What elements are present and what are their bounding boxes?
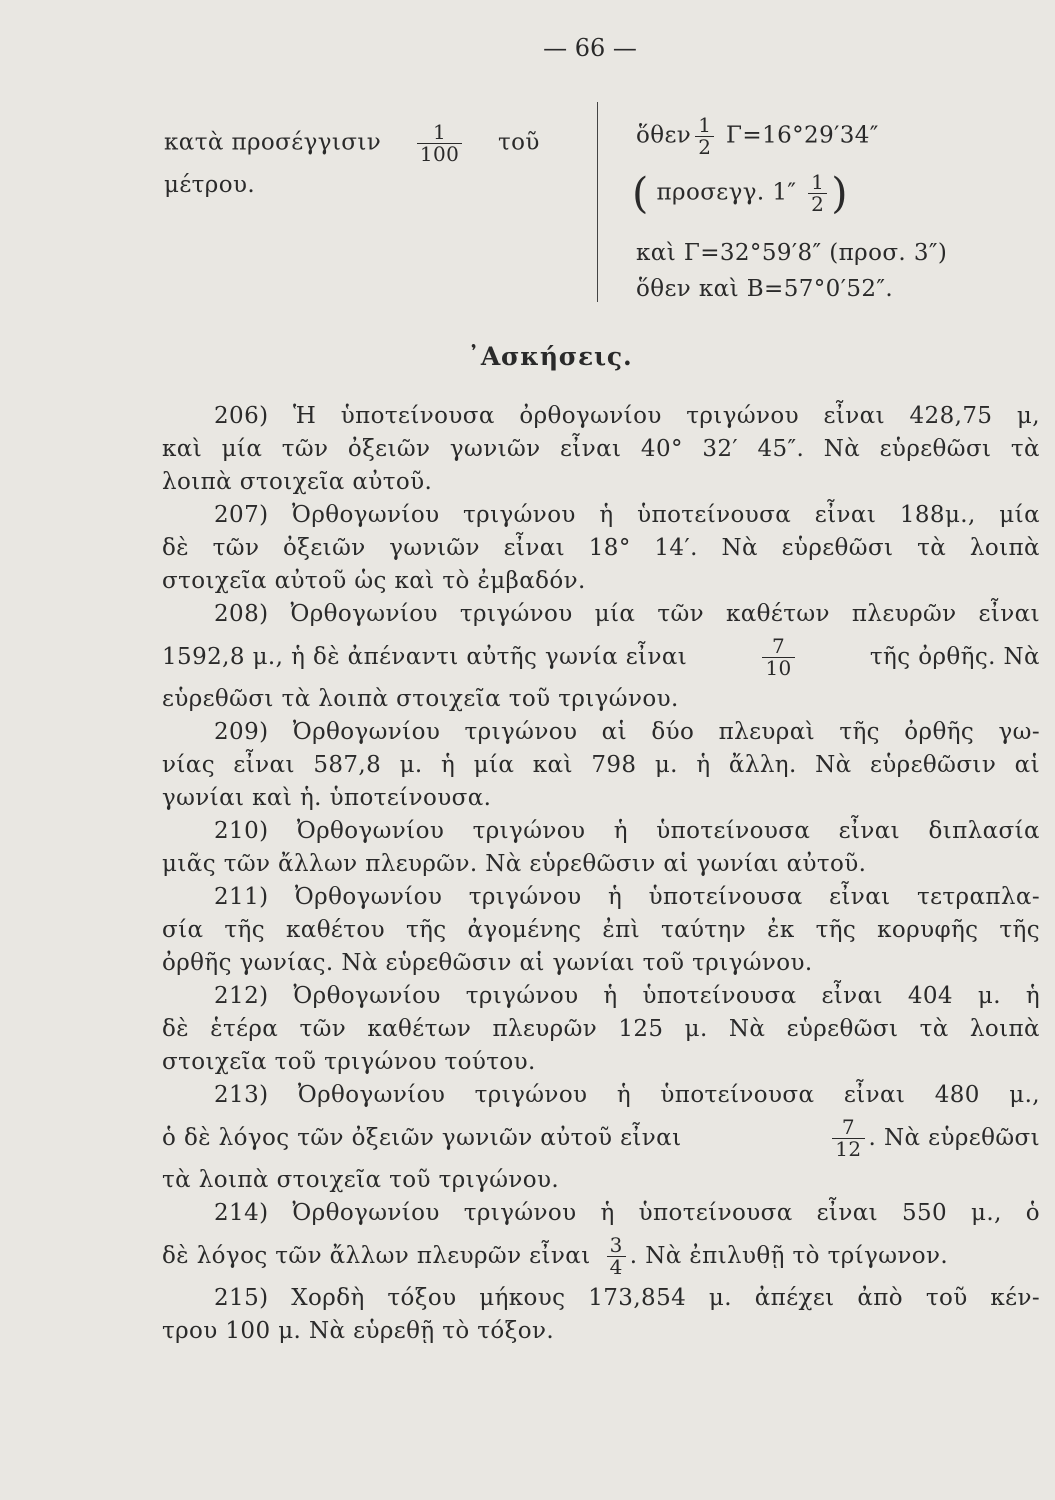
- fraction-denominator: 10: [762, 657, 794, 679]
- text-line: εὑρεθῶσι τὰ λοιπὰ στοιχεῖα τοῦ τριγώνου.: [162, 686, 679, 712]
- fraction-numerator: 1: [433, 120, 447, 144]
- text-line: στοιχεῖα τοῦ τριγώνου τούτου.: [162, 1049, 536, 1075]
- text-line: δὲ τῶν ὀξειῶν γωνιῶν εἶναι 18° 14′. Νὰ εὑρεθῶσι τὰ λοιπὰ: [162, 535, 1040, 561]
- top-right-r1-before: ὅθεν: [636, 122, 692, 149]
- exercise-206: [162, 400, 1040, 499]
- text-line: 207) Ὀρθογωνίου τριγώνου ἡ ὑποτείνουσα εἶναι 188μ., μία: [214, 502, 1040, 528]
- text-line: λοιπὰ στοιχεῖα αὐτοῦ.: [162, 469, 433, 495]
- text-line: νίας εἶναι 587,8 μ. ἡ μία καὶ 798 μ. ἡ ἄλλη. Νὰ εὑρεθῶσιν αἱ: [162, 752, 1040, 778]
- text-line-with-fraction: [162, 1230, 1040, 1282]
- text-segment: . Νὰ εὑρεθῶσι: [868, 1124, 1040, 1151]
- top-left-text-after: τοῦ: [498, 129, 540, 156]
- text-line: δὲ ἑτέρα τῶν καθέτων πλευρῶν 125 μ. Νὰ εὑρεθῶσι τὰ λοιπὰ: [162, 1016, 1040, 1042]
- top-left-line-2: μέτρου.: [164, 172, 256, 198]
- exercise-212: [162, 980, 1040, 1079]
- top-left-line-1: [164, 122, 540, 165]
- fraction-1-2-b: [808, 172, 827, 215]
- top-right-r1-after: Γ=16°29′34″: [726, 122, 879, 149]
- left-paren: (: [632, 168, 649, 218]
- text-line: καὶ μία τῶν ὀξειῶν γωνιῶν εἶναι 40° 32′ 45″. Νὰ εὑρεθῶσι τὰ: [162, 436, 1040, 462]
- text-line: 208) Ὀρθογωνίου τριγώνου μία τῶν καθέτων πλευρῶν εἶναι: [214, 601, 1040, 627]
- right-paren: ): [831, 168, 848, 218]
- text-line: 210) Ὀρθογωνίου τριγώνου ἡ ὑποτείνουσα εἶναι διπλασία: [214, 818, 1040, 844]
- text-line: 212) Ὀρθογωνίου τριγώνου ἡ ὑποτείνουσα εἶναι 404 μ. ἡ: [214, 983, 1040, 1009]
- top-left-text-before: κατὰ προσέγγισιν: [164, 129, 382, 156]
- exercise-208: [162, 598, 1040, 716]
- fraction-denominator: 12: [832, 1138, 864, 1160]
- text-segment: τῆς ὀρθῆς. Νὰ: [869, 643, 1040, 670]
- fraction-group: [828, 1114, 1040, 1161]
- text-line: 206) Ἡ ὑποτείνουσα ὀρθογωνίου τριγώνου εἶναι 428,75 μ,: [214, 403, 1040, 429]
- text-line-with-fraction: [162, 1112, 1040, 1164]
- text-line: 215) Χορδὴ τόξου μήκους 173,854 μ. ἀπέχει ἀπὸ τοῦ κέν-: [214, 1285, 1040, 1311]
- fraction-3-4: [607, 1232, 626, 1279]
- text-line: 213) Ὀρθογωνίου τριγώνου ἡ ὑποτείνουσα εἶναι 480 μ.,: [214, 1082, 1040, 1108]
- text-line-with-fraction: [162, 631, 1040, 683]
- exercise-215: [162, 1282, 1040, 1348]
- text-line: 211) Ὀρθογωνίου τριγώνου ἡ ὑποτείνουσα εἶναι τετραπλα-: [214, 884, 1040, 910]
- text-segment: ὁ δὲ λόγος τῶν ὀξειῶν γωνιῶν αὐτοῦ εἶναι: [162, 1124, 682, 1151]
- text-line: γωνίαι καὶ ἡ. ὑποτείνουσα.: [162, 785, 492, 811]
- text-line: μιᾶς τῶν ἄλλων πλευρῶν. Νὰ εὑρεθῶσιν αἱ γωνίαι αὐτοῦ.: [162, 851, 867, 877]
- exercise-213: [162, 1079, 1040, 1197]
- text-line: σία τῆς καθέτου τῆς ἀγομένης ἐπὶ ταύτην ἐκ τῆς κορυφῆς τῆς: [162, 917, 1040, 943]
- exercise-209: [162, 716, 1040, 815]
- text-segment: δὲ λόγος τῶν ἄλλων πλευρῶν εἶναι: [162, 1242, 591, 1269]
- fraction-numerator: 7: [841, 1114, 855, 1139]
- top-right-line-1: [636, 115, 879, 158]
- fraction-numerator: 1: [698, 113, 712, 137]
- exercise-210: [162, 815, 1040, 881]
- fraction-1-100: [417, 122, 462, 165]
- fraction-7-10: [762, 633, 794, 680]
- top-right-line-2: [632, 168, 848, 218]
- text-line: τὰ λοιπὰ στοιχεῖα τοῦ τριγώνου.: [162, 1167, 560, 1193]
- exercise-list: [162, 400, 1040, 1348]
- column-divider: [597, 102, 598, 302]
- fraction-denominator: 2: [808, 193, 827, 215]
- text-line: 214) Ὀρθογωνίου τριγώνου ἡ ὑποτείνουσα εἶναι 550 μ., ὁ: [214, 1200, 1040, 1226]
- exercise-214: [162, 1197, 1040, 1282]
- text-segment: . Νὰ ἐπιλυθῇ τὸ τρίγωνον.: [629, 1242, 949, 1269]
- top-right-r2-before: προσεγγ. 1″: [656, 179, 797, 206]
- section-heading: ᾿Ασκήσεις.: [467, 342, 633, 371]
- exercise-211: [162, 881, 1040, 980]
- page-number: — 66 —: [543, 34, 637, 62]
- top-right-line-3: καὶ Γ=32°59′8″ (προσ. 3″): [636, 240, 948, 266]
- fraction-denominator: 100: [417, 143, 462, 165]
- text-line: ὀρθῆς γωνίας. Νὰ εὑρεθῶσιν αἱ γωνίαι τοῦ τριγώνου.: [162, 950, 813, 976]
- text-line: τρου 100 μ. Νὰ εὑρεθῇ τὸ τόξον.: [162, 1318, 555, 1344]
- fraction-1-2: [695, 115, 714, 158]
- text-line: 209) Ὀρθογωνίου τριγώνου αἱ δύο πλευραὶ τῆς ὀρθῆς γω-: [214, 719, 1040, 745]
- exercise-207: [162, 499, 1040, 598]
- top-right-line-4: ὅθεν καὶ Β=57°0′52″.: [636, 276, 894, 302]
- text-line: στοιχεῖα αὐτοῦ ὡς καὶ τὸ ἐμβαδόν.: [162, 568, 586, 594]
- fraction-numerator: 3: [609, 1232, 623, 1257]
- fraction-numerator: 1: [811, 170, 825, 194]
- fraction-numerator: 7: [772, 633, 786, 658]
- text-segment: 1592,8 μ., ἡ δὲ ἀπέναντι αὐτῆς γωνία εἶναι: [162, 643, 688, 670]
- fraction-denominator: 4: [607, 1256, 626, 1278]
- fraction-denominator: 2: [695, 136, 714, 158]
- fraction-7-12: [832, 1114, 864, 1161]
